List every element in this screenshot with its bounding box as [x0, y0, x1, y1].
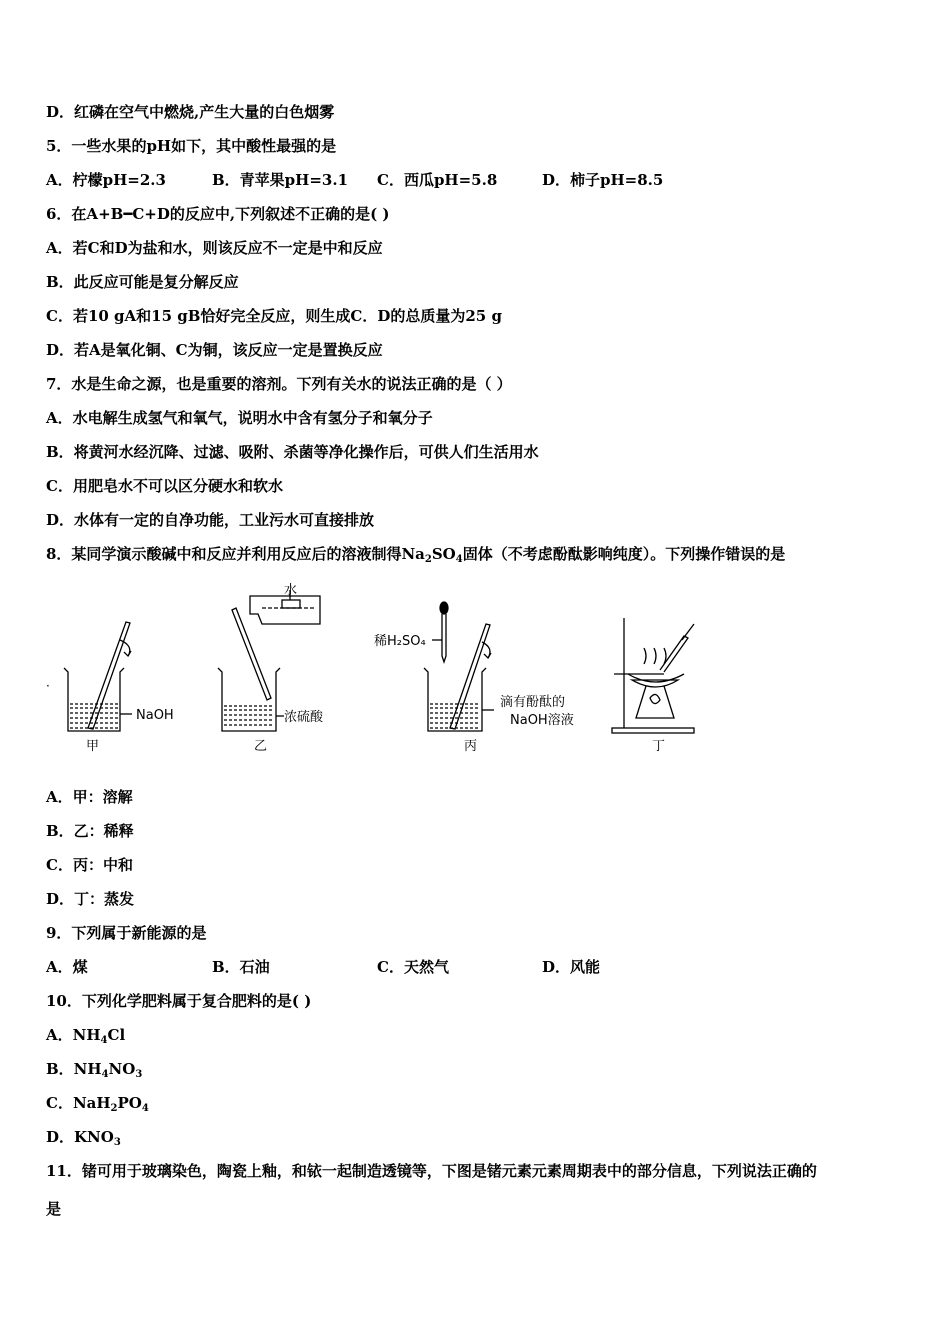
q9-options [46, 957, 926, 977]
q4-option-d: D．红磷在空气中燃烧,产生大量的白色烟雾 [46, 103, 335, 121]
q6-option-a: A．若C和D为盐和水，则该反应不一定是中和反应 [46, 239, 383, 257]
caption-ding: 丁 [652, 739, 666, 754]
label-phenolphthalein: 滴有酚酞的 [500, 695, 566, 710]
q10-option-c: C．$NaH_2PO_4$ [46, 1094, 149, 1114]
q10-stem: 10．下列化学肥料属于复合肥料的是( ) [46, 992, 312, 1010]
q8-stem: 8．某同学演示酸碱中和反应并利用反应后的溶液制得$Na_2SO_4$固体（不考虑酚酞影响纯度）。下列操作错误的是 [46, 545, 786, 565]
figure-dot: · [46, 679, 50, 693]
q8-option-b: B．乙：稀释 [46, 822, 134, 840]
q7-option-d: D．水体有一定的自净功能，工业污水可直接排放 [46, 511, 375, 529]
label-conc-sulfuric-acid: 浓硫酸 [284, 710, 324, 725]
q9-option-a: A．煤 [46, 958, 88, 976]
label-naoh: NaOH [136, 708, 174, 723]
q6-stem: 6．在A+B━C+D的反应中,下列叙述不正确的是( ) [46, 205, 390, 223]
q11-stem-line2: 是 [46, 1200, 62, 1218]
q8-option-a: A．甲：溶解 [46, 788, 133, 806]
q8-option-d: D．丁：蒸发 [46, 890, 135, 908]
q9-stem: 9．下列属于新能源的是 [46, 924, 207, 942]
q10-option-d: D．$KNO_3$ [46, 1128, 121, 1148]
q6-option-b: B．此反应可能是复分解反应 [46, 273, 239, 291]
caption-jia: 甲 [86, 739, 100, 754]
beaker-bing [424, 602, 494, 731]
q5-stem: 5．一些水果的pH如下，其中酸性最强的是 [46, 137, 337, 155]
label-dilute-h2so4: 稀H₂SO₄ [374, 634, 426, 649]
q5-option-a: A．柠檬pH=2.3 [46, 171, 166, 189]
q6-option-d: D．若A是氧化铜、C为铜，该反应一定是置换反应 [46, 341, 383, 359]
caption-bing: 丙 [464, 739, 478, 754]
q5-options [46, 170, 926, 190]
q8-apparatus-figure [0, 578, 950, 758]
caption-yi: 乙 [254, 739, 268, 754]
q7-option-c: C．用肥皂水不可以区分硬水和软水 [46, 477, 283, 495]
q9-option-d: D．风能 [542, 958, 601, 976]
q6-option-c: C．若10 gA和15 gB恰好完全反应，则生成C．D的总质量为25 g [46, 307, 502, 325]
q8-option-c: C．丙：中和 [46, 856, 133, 874]
q5-option-c: C．西瓜pH=5.8 [377, 171, 498, 189]
evaporation-setup-ding [612, 618, 694, 733]
label-water: 水 [284, 583, 298, 598]
q7-stem: 7．水是生命之源，也是重要的溶剂。下列有关水的说法正确的是（ ） [46, 375, 512, 393]
q10-option-a: A．$NH_4Cl$ [46, 1026, 126, 1046]
beaker-jia [64, 622, 132, 731]
q7-option-a: A．水电解生成氢气和氧气，说明水中含有氢分子和氧分子 [46, 409, 433, 427]
q9-option-b: B．石油 [212, 958, 270, 976]
label-naoh-solution: NaOH溶液 [510, 713, 574, 728]
q11-stem-line1: 11．锗可用于玻璃染色，陶瓷上釉，和铱一起制造透镜等，下图是锗元素元素周期表中的部分信息，下列说法正确的 [46, 1162, 817, 1180]
q7-option-b: B．将黄河水经沉降、过滤、吸附、杀菌等净化操作后，可供人们生活用水 [46, 443, 539, 461]
q5-option-b: B．青苹果pH=3.1 [212, 171, 349, 189]
q10-option-b: B．$NH_4NO_3$ [46, 1060, 143, 1080]
q5-option-d: D．柿子pH=8.5 [542, 171, 664, 189]
q9-option-c: C．天然气 [377, 958, 449, 976]
